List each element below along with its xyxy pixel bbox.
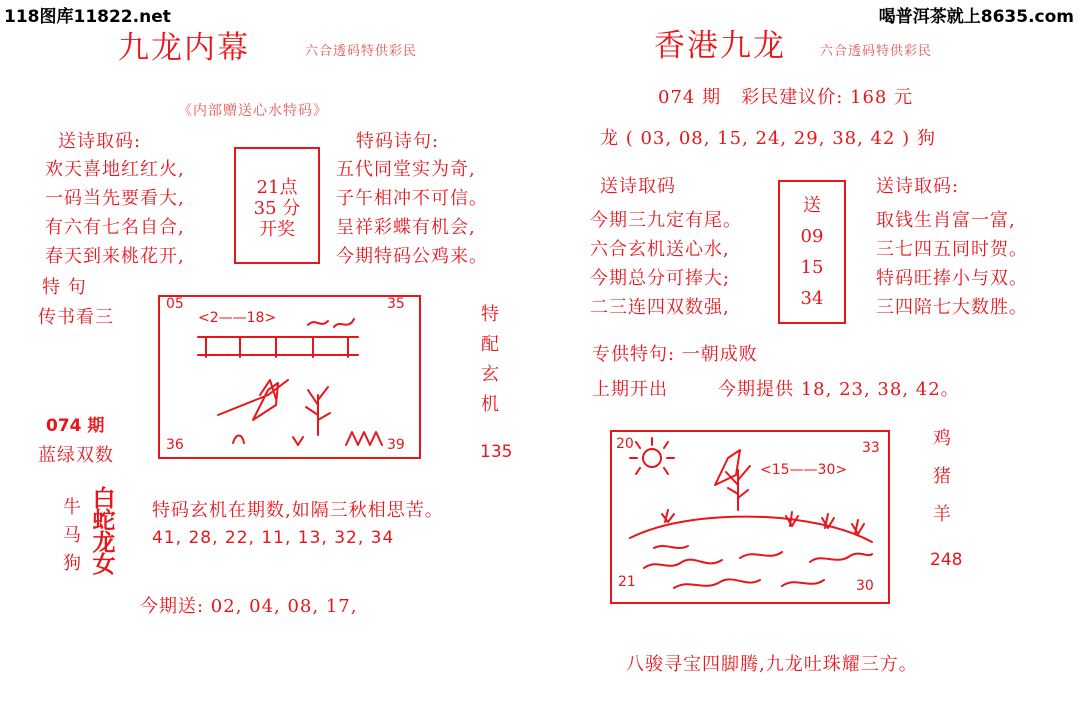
right-subtitle: 六合透码特供彩民 <box>820 44 933 59</box>
poem-line: 欢天喜地红红火, <box>45 159 185 180</box>
right-drawing-br: 30 <box>856 578 874 594</box>
left-animals <box>60 494 84 578</box>
vertical-char: 猪 <box>933 466 951 487</box>
left-drawing-range: <2——18> <box>198 310 277 326</box>
left-poem-a-header: 送诗取码: <box>58 131 142 152</box>
box-line: 35 分 <box>253 198 301 219</box>
box-line: 送 <box>803 195 821 216</box>
right-sketch-illustration <box>610 430 890 604</box>
watermark-right: 喝普洱茶就上8635.com <box>878 7 1074 27</box>
right-special-phrase: 专供特句: 一朝成败 <box>592 344 758 365</box>
animal-char: 牛 <box>63 497 81 518</box>
vertical-char: 鸡 <box>933 428 951 449</box>
vertical-char: 配 <box>481 334 499 355</box>
right-title: 香港九龙 <box>654 28 786 64</box>
left-tagline: 《内部赠送心水特码》 <box>178 103 328 119</box>
animal-char: 马 <box>63 525 81 546</box>
left-special-label: 特 句 <box>42 277 87 298</box>
left-drawing-br: 39 <box>387 437 405 453</box>
left-numbers-line: 41, 28, 22, 11, 13, 32, 34 <box>152 528 395 548</box>
poem-line: 一码当先要看大, <box>45 188 185 209</box>
left-issue: 074 期 <box>46 416 105 436</box>
poem-line: 有六有七名自合, <box>45 217 185 238</box>
left-poem-a <box>45 155 185 271</box>
right-side-number: 248 <box>930 550 963 570</box>
right-closing: 八骏寻宝四脚腾,九龙吐珠耀三方。 <box>626 654 918 675</box>
right-poem-b-header: 送诗取码: <box>876 176 960 197</box>
right-drawing-range: <15——30> <box>760 462 848 478</box>
poem-line: 六合玄机送心水, <box>590 239 730 260</box>
box-line: 开奖 <box>259 219 295 240</box>
right-poem-a-header: 送诗取码 <box>600 176 676 197</box>
box-line: 09 <box>800 226 824 247</box>
box-line: 21点 <box>256 177 298 198</box>
box-line: 15 <box>800 257 824 278</box>
left-side-number: 135 <box>480 442 513 462</box>
vertical-char: 特 <box>481 304 499 325</box>
left-title: 九龙内幕 <box>118 30 250 66</box>
left-center-box <box>234 147 320 264</box>
left-poem-b-header: 特码诗句: <box>356 131 440 152</box>
right-drawing-tr: 33 <box>862 440 880 456</box>
right-poem-b <box>876 206 1028 322</box>
right-poem-a <box>590 206 742 322</box>
animal-char: 狗 <box>63 553 81 574</box>
right-provided: 今期提供 18, 23, 38, 42。 <box>718 379 960 400</box>
animal-big-char: 龙 <box>92 529 116 556</box>
vertical-char: 玄 <box>481 364 499 385</box>
poem-line: 取钱生肖富一富, <box>876 210 1016 231</box>
box-line: 34 <box>800 288 824 309</box>
poem-line: 今期三九定有尾。 <box>590 210 742 231</box>
poem-line: 二三连四双数强, <box>590 297 730 318</box>
right-dragon-line: 龙 ( 03, 08, 15, 24, 29, 38, 42 ) 狗 <box>600 128 936 149</box>
left-special-phrase: 传书看三 <box>38 307 114 328</box>
right-issue-price: 074 期 彩民建议价: 168 元 <box>658 87 914 108</box>
poem-line: 今期特码公鸡来。 <box>336 246 488 267</box>
poem-line: 子午相冲不可信。 <box>336 188 488 209</box>
right-drawing-bl: 21 <box>618 574 636 590</box>
right-side-vertical <box>930 420 954 534</box>
animal-big-char: 蛇 <box>92 507 116 534</box>
animal-big-char: 女 <box>92 551 116 578</box>
right-last-period: 上期开出 <box>592 379 668 400</box>
vertical-char: 机 <box>481 394 499 415</box>
left-poem-b <box>336 155 488 271</box>
poem-line: 三四陪七大数胜。 <box>876 297 1028 318</box>
left-subtitle: 六合透码特供彩民 <box>305 44 418 59</box>
left-drawing-tl: 05 <box>166 296 184 312</box>
left-gift-line: 今期送: 02, 04, 08, 17, <box>140 596 358 617</box>
left-color-hint: 蓝绿双数 <box>38 445 114 466</box>
watermark-left: 118图库11822.net <box>4 7 171 27</box>
right-center-box <box>778 180 846 324</box>
right-drawing-tl: 20 <box>616 436 634 452</box>
poem-line: 三七四五同时贺。 <box>876 239 1028 260</box>
left-side-vertical <box>478 300 502 420</box>
poem-line: 今期总分可捧大; <box>590 268 731 289</box>
left-drawing-bl: 36 <box>166 437 184 453</box>
poem-line: 五代同堂实为奇, <box>336 159 476 180</box>
left-drawing-tr: 35 <box>387 296 405 312</box>
poem-line: 春天到来桃花开, <box>45 246 185 267</box>
left-animals-big <box>90 485 118 578</box>
animal-big-char: 白 <box>92 485 116 512</box>
poem-line: 呈祥彩蝶有机会, <box>336 217 476 238</box>
poem-line: 特码旺捧小与双。 <box>876 268 1028 289</box>
left-hint-line: 特码玄机在期数,如隔三秋相思苦。 <box>152 500 444 521</box>
vertical-char: 羊 <box>933 504 951 525</box>
